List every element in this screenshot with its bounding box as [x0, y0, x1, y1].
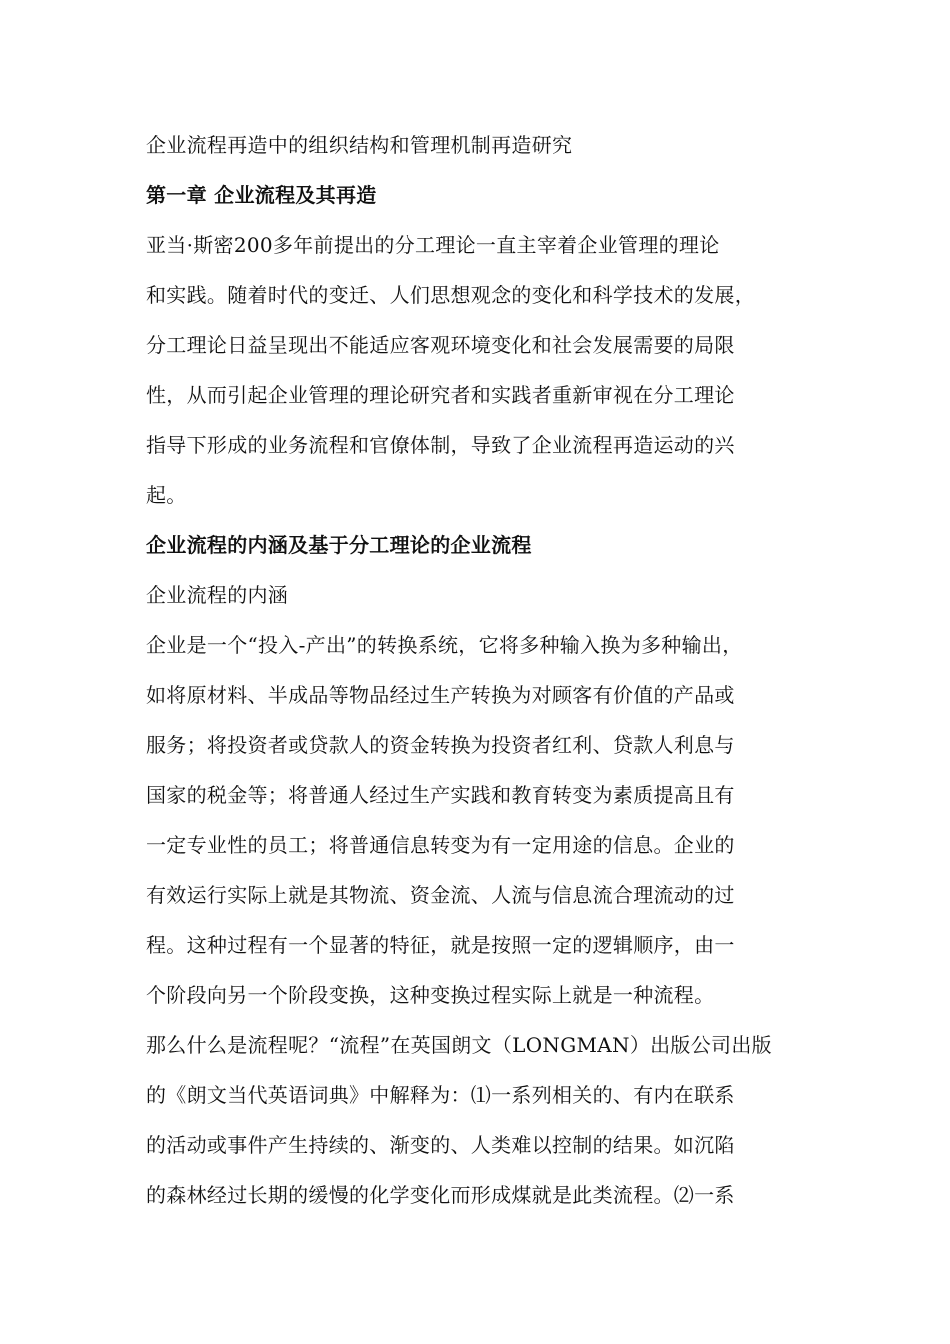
paragraph-line: 起。: [146, 483, 187, 507]
paragraph-1: [146, 220, 826, 520]
paragraph-line: 企业是一个“投入-产出”的转换系统，它将多种输入换为多种输出，: [146, 633, 743, 657]
paragraph-line: 指导下形成的业务流程和官僚体制，导致了企业流程再造运动的兴: [146, 433, 735, 457]
paragraph-line: 程。这种过程有一个显著的特征，就是按照一定的逻辑顺序，由一: [146, 933, 735, 957]
subsection-heading: 企业流程的内涵: [146, 583, 289, 607]
paragraph-2: [146, 620, 826, 1020]
chapter-heading: 第一章 企业流程及其再造: [146, 183, 377, 207]
paragraph-line: 有效运行实际上就是其物流、资金流、人流与信息流合理流动的过: [146, 883, 735, 907]
paragraph-line: 那么什么是流程呢？“流程”在英国朗文（LONGMAN）出版公司出版: [146, 1033, 772, 1057]
paragraph-line: 分工理论日益呈现出不能适应客观环境变化和社会发展需要的局限: [146, 333, 735, 357]
paragraph-line: 个阶段向另一个阶段变换，这种变换过程实际上就是一种流程。: [146, 983, 715, 1007]
document-page: [146, 120, 826, 1220]
paragraph-line: 国家的税金等；将普通人经过生产实践和教育转变为素质提高且有: [146, 783, 735, 807]
section-heading: 企业流程的内涵及基于分工理论的企业流程: [146, 533, 532, 557]
paragraph-line: 的《朗文当代英语词典》中解释为：⑴一系列相关的、有内在联系: [146, 1083, 735, 1107]
document-title: 企业流程再造中的组织结构和管理机制再造研究: [146, 133, 573, 157]
paragraph-line: 的活动或事件产生持续的、渐变的、人类难以控制的结果。如沉陷: [146, 1133, 735, 1157]
paragraph-line: 一定专业性的员工；将普通信息转变为有一定用途的信息。企业的: [146, 833, 735, 857]
paragraph-3: [146, 1020, 826, 1220]
paragraph-line: 性，从而引起企业管理的理论研究者和实践者重新审视在分工理论: [146, 383, 735, 407]
paragraph-line: 和实践。随着时代的变迁、人们思想观念的变化和科学技术的发展，: [146, 283, 755, 307]
paragraph-line: 的森林经过长期的缓慢的化学变化而形成煤就是此类流程。⑵一系: [146, 1183, 735, 1207]
paragraph-line: 服务；将投资者或贷款人的资金转换为投资者红利、贷款人利息与: [146, 733, 735, 757]
paragraph-line: 亚当·斯密200多年前提出的分工理论一直主宰着企业管理的理论: [146, 233, 720, 257]
paragraph-line: 如将原材料、半成品等物品经过生产转换为对顾客有价值的产品或: [146, 683, 735, 707]
